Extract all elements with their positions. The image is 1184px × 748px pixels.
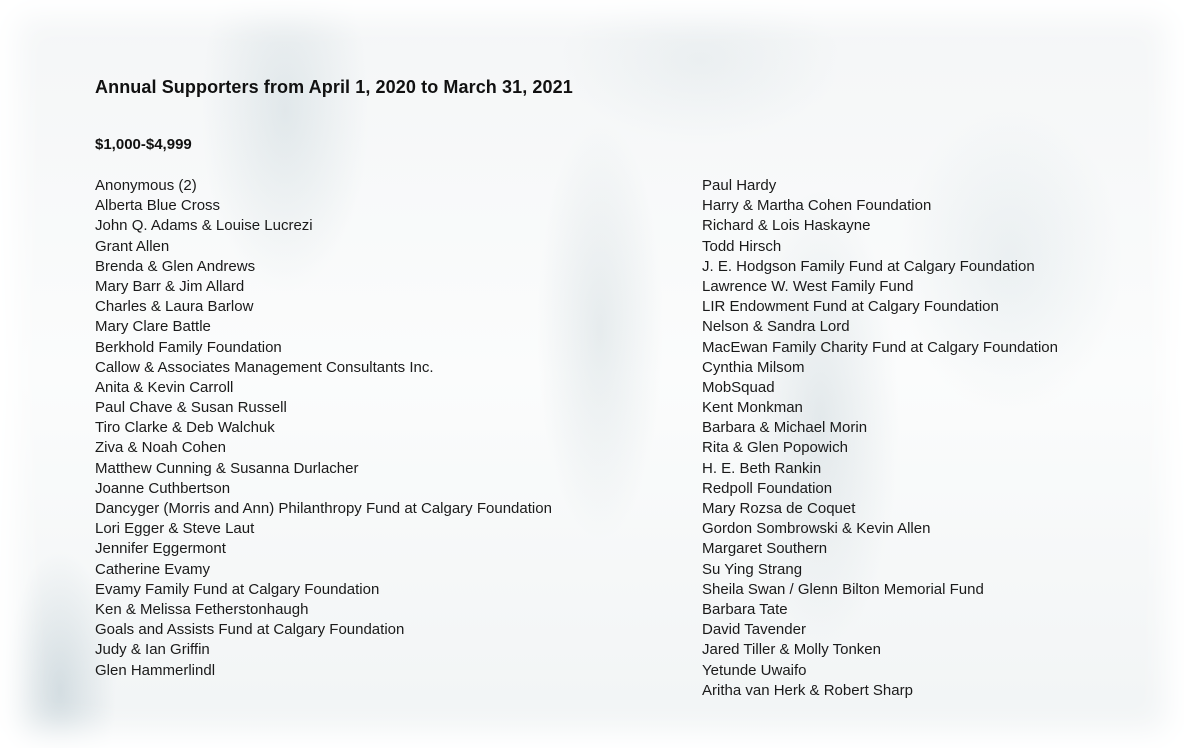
page-title: Annual Supporters from April 1, 2020 to March 31, 2021 xyxy=(95,77,573,97)
supporter-name: Glen Hammerlindl xyxy=(95,661,216,679)
supporter-name: Ziva & Noah Cohen xyxy=(95,439,226,457)
supporter-name: Todd Hirsch xyxy=(702,237,782,255)
supporter-name: Goals and Assists Fund at Calgary Foundation xyxy=(95,621,405,639)
supporter-name: Paul Hardy xyxy=(702,177,777,194)
supporter-name: Margaret Southern xyxy=(702,540,828,558)
supporters-list-right xyxy=(702,176,1058,701)
supporter-name: Alberta Blue Cross xyxy=(95,197,221,215)
supporter-name: David Tavender xyxy=(702,621,806,639)
supporter-name: Barbara Tate xyxy=(702,600,788,618)
supporter-name: Evamy Family Fund at Calgary Foundation xyxy=(95,580,380,598)
supporter-name: Catherine Evamy xyxy=(95,560,211,578)
supporter-name: Mary Barr & Jim Allard xyxy=(95,277,245,295)
supporter-name: Callow & Associates Management Consultants Inc. xyxy=(95,358,434,376)
supporter-name: Su Ying Strang xyxy=(702,560,803,578)
supporter-name: Joanne Cuthbertson xyxy=(95,479,231,497)
supporter-name: Judy & Ian Griffin xyxy=(95,641,210,659)
supporter-name: John Q. Adams & Louise Lucrezi xyxy=(95,217,313,235)
supporter-name: Dancyger (Morris and Ann) Philanthropy Fund at Calgary Foundation xyxy=(95,500,552,517)
supporters-list-left xyxy=(95,176,552,681)
supporter-name: Yetunde Uwaifo xyxy=(702,661,807,679)
supporter-name: Paul Chave & Susan Russell xyxy=(95,399,287,417)
supporter-name: Lori Egger & Steve Laut xyxy=(95,520,255,538)
supporter-name: Nelson & Sandra Lord xyxy=(702,318,850,336)
supporter-name: Mary Rozsa de Coquet xyxy=(702,500,856,517)
supporter-name: Redpoll Foundation xyxy=(702,479,833,497)
supporter-name: Berkhold Family Foundation xyxy=(95,338,282,356)
supporter-name: Anonymous (2) xyxy=(95,177,197,194)
supporter-name: Rita & Glen Popowich xyxy=(702,439,848,457)
supporter-name: Grant Allen xyxy=(95,237,170,255)
supporter-name: Sheila Swan / Glenn Bilton Memorial Fund xyxy=(702,580,984,598)
supporter-name: Matthew Cunning & Susanna Durlacher xyxy=(95,459,359,477)
supporter-name: Brenda & Glen Andrews xyxy=(95,257,256,275)
supporter-name: Mary Clare Battle xyxy=(95,318,211,336)
supporter-name: Harry & Martha Cohen Foundation xyxy=(702,197,932,215)
supporter-name: J. E. Hodgson Family Fund at Calgary Foundation xyxy=(702,257,1035,275)
supporter-name: Tiro Clarke & Deb Walchuk xyxy=(95,419,275,437)
supporter-name: Anita & Kevin Carroll xyxy=(95,378,234,396)
supporter-name: Charles & Laura Barlow xyxy=(95,298,254,316)
tier-heading: $1,000-$4,999 xyxy=(95,136,192,153)
supporter-name: Gordon Sombrowski & Kevin Allen xyxy=(702,520,931,538)
supporter-name: Barbara & Michael Morin xyxy=(702,419,868,437)
supporter-name: Jennifer Eggermont xyxy=(95,540,226,558)
supporter-name: Richard & Lois Haskayne xyxy=(702,217,871,235)
supporter-name: Cynthia Milsom xyxy=(702,358,805,376)
supporter-name: MobSquad xyxy=(702,378,775,396)
supporter-name: Kent Monkman xyxy=(702,399,803,417)
supporter-name: H. E. Beth Rankin xyxy=(702,459,822,477)
supporter-name: Jared Tiller & Molly Tonken xyxy=(702,641,881,659)
supporter-name: Ken & Melissa Fetherstonhaugh xyxy=(95,600,309,618)
supporter-name: LIR Endowment Fund at Calgary Foundation xyxy=(702,298,999,316)
supporter-name: MacEwan Family Charity Fund at Calgary Foundation xyxy=(702,338,1058,356)
supporter-name: Aritha van Herk & Robert Sharp xyxy=(702,681,913,699)
supporter-name: Lawrence W. West Family Fund xyxy=(702,277,914,295)
